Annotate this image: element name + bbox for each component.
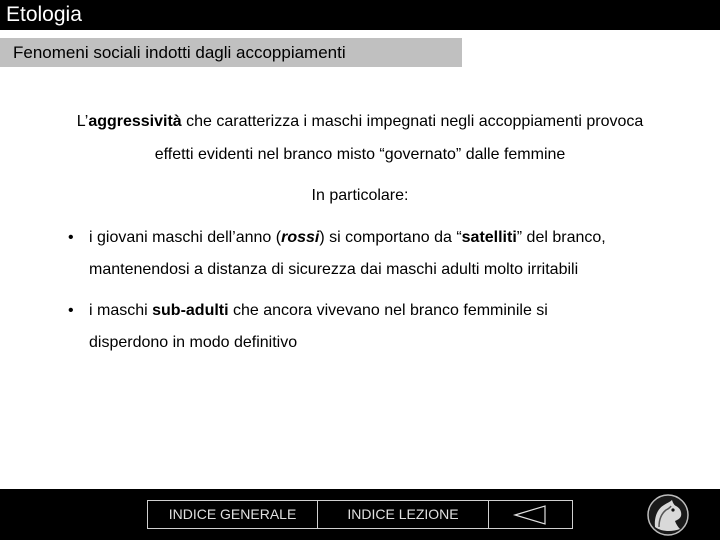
bullet-2-line-1 [89,301,548,321]
index-general-button[interactable]: INDICE GENERALE [147,500,318,529]
intro-text: che caratterizza i maschi impegnati negli accoppiamenti provoca [181,113,644,130]
index-lesson-button[interactable]: INDICE LEZIONE [317,500,489,529]
page-title: Etologia [6,3,82,26]
animal-head-logo-icon[interactable] [647,494,689,536]
bullet-bold-sub-adulti: sub-adulti [152,302,229,319]
in-particolare: In particolare: [311,187,409,204]
bullet-marker: • [68,229,74,246]
bullet-text: ) si comportano da “ [319,229,462,246]
bullet-bold-rossi: rossi [281,229,320,246]
bullet-1-line-1 [89,228,606,248]
bullet-text: i giovani maschi dell’anno ( [89,229,282,246]
intro-text: L’ [76,113,89,130]
bullet-1-line-2: mantenendosi a distanza di sicurezza dai maschi adulti molto irritabili [89,261,579,278]
bullet-marker: • [68,302,74,319]
bullet-text: i maschi [89,302,153,319]
bullet-bold-satelliti: satelliti [461,229,517,246]
section-subtitle [0,38,462,67]
back-button[interactable] [488,500,573,529]
intro-line-1 [0,112,720,132]
bullet-text: ” del branco, [516,229,606,246]
intro-bold-aggressivita: aggressività [88,113,182,130]
header-bar [0,0,720,30]
subtitle-text: Fenomeni sociali indotti dagli accoppiamenti [13,43,346,62]
bullet-text: che ancora vivevano nel branco femminile si [228,302,548,319]
triangle-left-icon [511,503,551,527]
intro-line-2: effetti evidenti nel branco misto “governato” dalle femmine [154,146,566,163]
bullet-2-line-2: disperdono in modo definitivo [89,334,298,351]
